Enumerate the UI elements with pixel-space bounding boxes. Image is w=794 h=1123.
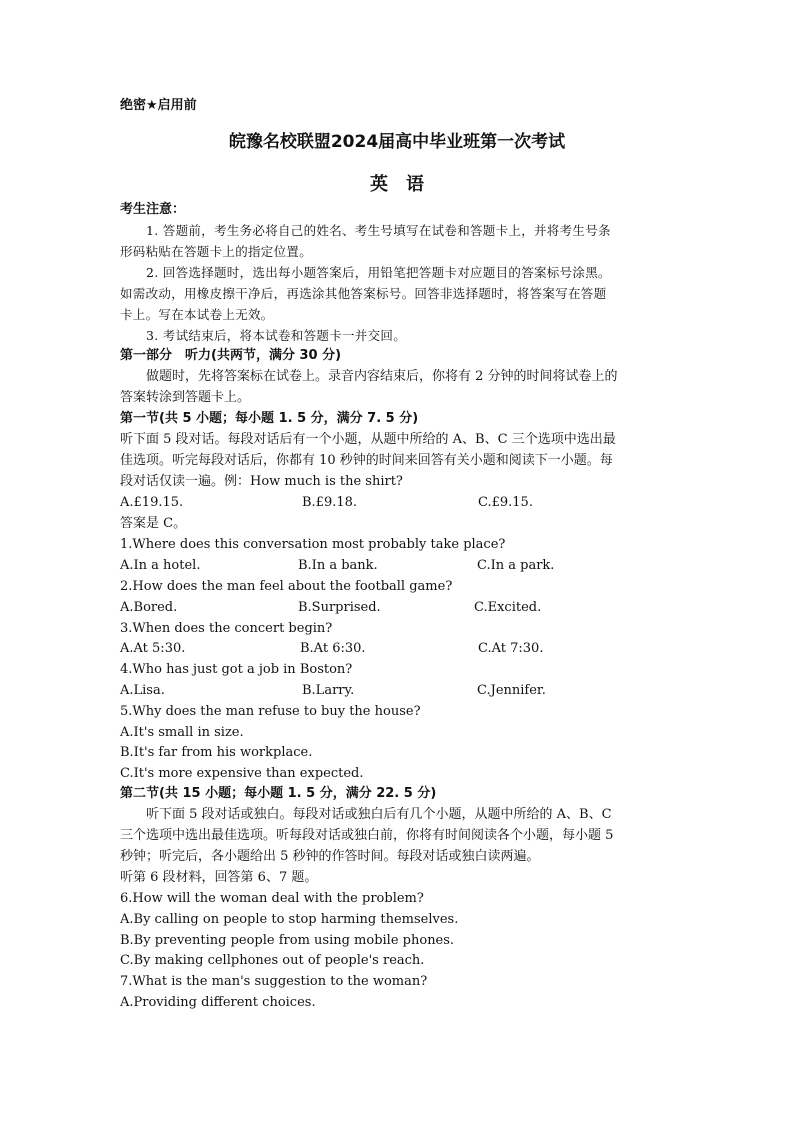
- part1-intro: 做题时，先将答案标在试卷上。录音内容结束后，你将有 2 分钟的时间将试卷上的: [146, 369, 618, 384]
- question-option: B.Surprised.: [298, 600, 381, 615]
- section2-heading: 第二节(共 15 小题；每小题 1. 5 分，满分 22. 5 分): [120, 786, 437, 801]
- question-option: B.In a bank.: [298, 558, 378, 573]
- section1-heading: 第一节(共 5 小题；每小题 1. 5 分，满分 7. 5 分): [120, 411, 419, 426]
- example-option-b: B.£9.18.: [302, 495, 358, 510]
- question-text: 5.Why does the man refuse to buy the house?: [120, 704, 421, 719]
- notice-line: 如需改动，用橡皮擦干净后，再选涂其他答案标号。回答非选择题时，将答案写在答题: [120, 286, 607, 301]
- question-option: B.It's far from his workplace.: [120, 745, 313, 760]
- notice-heading: 考生注意：: [120, 202, 186, 217]
- material-instruction: 听第 6 段材料，回答第 6、7 题。: [120, 870, 318, 885]
- section2-intro: 秒钟；听完后，各小题给出 5 秒钟的作答时间。每段对话或独白读两遍。: [120, 849, 540, 864]
- section1-intro: 佳选项。听完每段对话后，你都有 10 秒钟的时间来回答有关小题和阅读下一小题。每: [120, 453, 613, 468]
- example-answer: 答案是 C。: [120, 516, 187, 531]
- question-option: A.At 5:30.: [120, 641, 186, 656]
- question-text: 4.Who has just got a job in Boston?: [120, 662, 353, 677]
- question-option: B.Larry.: [302, 683, 355, 698]
- question-text: 3.When does the concert begin?: [120, 621, 333, 636]
- question-text: 7.What is the man's suggestion to the woman?: [120, 974, 428, 989]
- section2-intro: 三个选项中选出最佳选项。听每段对话或独白前，你将有时间阅读各个小题，每小题 5: [120, 828, 614, 843]
- notice-line: 2. 回答选择题时，选出每小题答案后，用铅笔把答题卡对应题目的答案标号涂黑。: [146, 265, 611, 280]
- confidential-label: 绝密★启用前: [120, 98, 197, 113]
- part1-intro: 答案转涂到答题卡上。: [120, 390, 251, 405]
- example-option-a: A.£19.15.: [120, 495, 184, 510]
- question-option: C.By making cellphones out of people's reach.: [120, 953, 425, 968]
- question-option: A.By calling on people to stop harming themselves.: [120, 912, 459, 927]
- question-option: C.Excited.: [474, 600, 542, 615]
- notice-line: 3. 考试结束后，将本试卷和答题卡一并交回。: [146, 328, 407, 343]
- part1-heading: 第一部分 听力(共两节，满分 30 分): [120, 348, 342, 363]
- question-option: C.Jennifer.: [477, 683, 546, 698]
- section1-intro: 段对话仅读一遍。例：How much is the shirt?: [120, 474, 403, 489]
- subject-title: 英 语: [370, 174, 424, 195]
- question-option: C.It's more expensive than expected.: [120, 766, 364, 781]
- question-option: B.At 6:30.: [300, 641, 366, 656]
- section2-intro: 听下面 5 段对话或独白。每段对话或独白后有几个小题，从题中所给的 A、B、C: [146, 807, 612, 822]
- notice-line: 形码粘贴在答题卡上的指定位置。: [120, 244, 313, 259]
- question-option: C.In a park.: [477, 558, 555, 573]
- question-text: 1.Where does this conversation most probably take place?: [120, 537, 506, 552]
- notice-line: 1. 答题前，考生务必将自己的姓名、考生号填写在试卷和答题卡上，并将考生号条: [146, 223, 611, 238]
- question-option: A.Providing different choices.: [120, 995, 316, 1010]
- question-option: A.In a hotel.: [120, 558, 201, 573]
- example-option-c: C.£9.15.: [478, 495, 533, 510]
- question-text: 6.How will the woman deal with the problem?: [120, 891, 424, 906]
- question-text: 2.How does the man feel about the football game?: [120, 579, 453, 594]
- question-option: C.At 7:30.: [478, 641, 544, 656]
- section1-intro: 听下面 5 段对话。每段对话后有一个小题，从题中所给的 A、B、C 三个选项中选出最: [120, 432, 616, 447]
- exam-title: 皖豫名校联盟2024届高中毕业班第一次考试: [228, 132, 566, 152]
- notice-line: 卡上。写在本试卷上无效。: [120, 307, 274, 322]
- question-option: A.It's small in size.: [120, 725, 244, 740]
- question-option: A.Lisa.: [120, 683, 165, 698]
- question-option: A.Bored.: [120, 600, 178, 615]
- question-option: B.By preventing people from using mobile phones.: [120, 933, 455, 948]
